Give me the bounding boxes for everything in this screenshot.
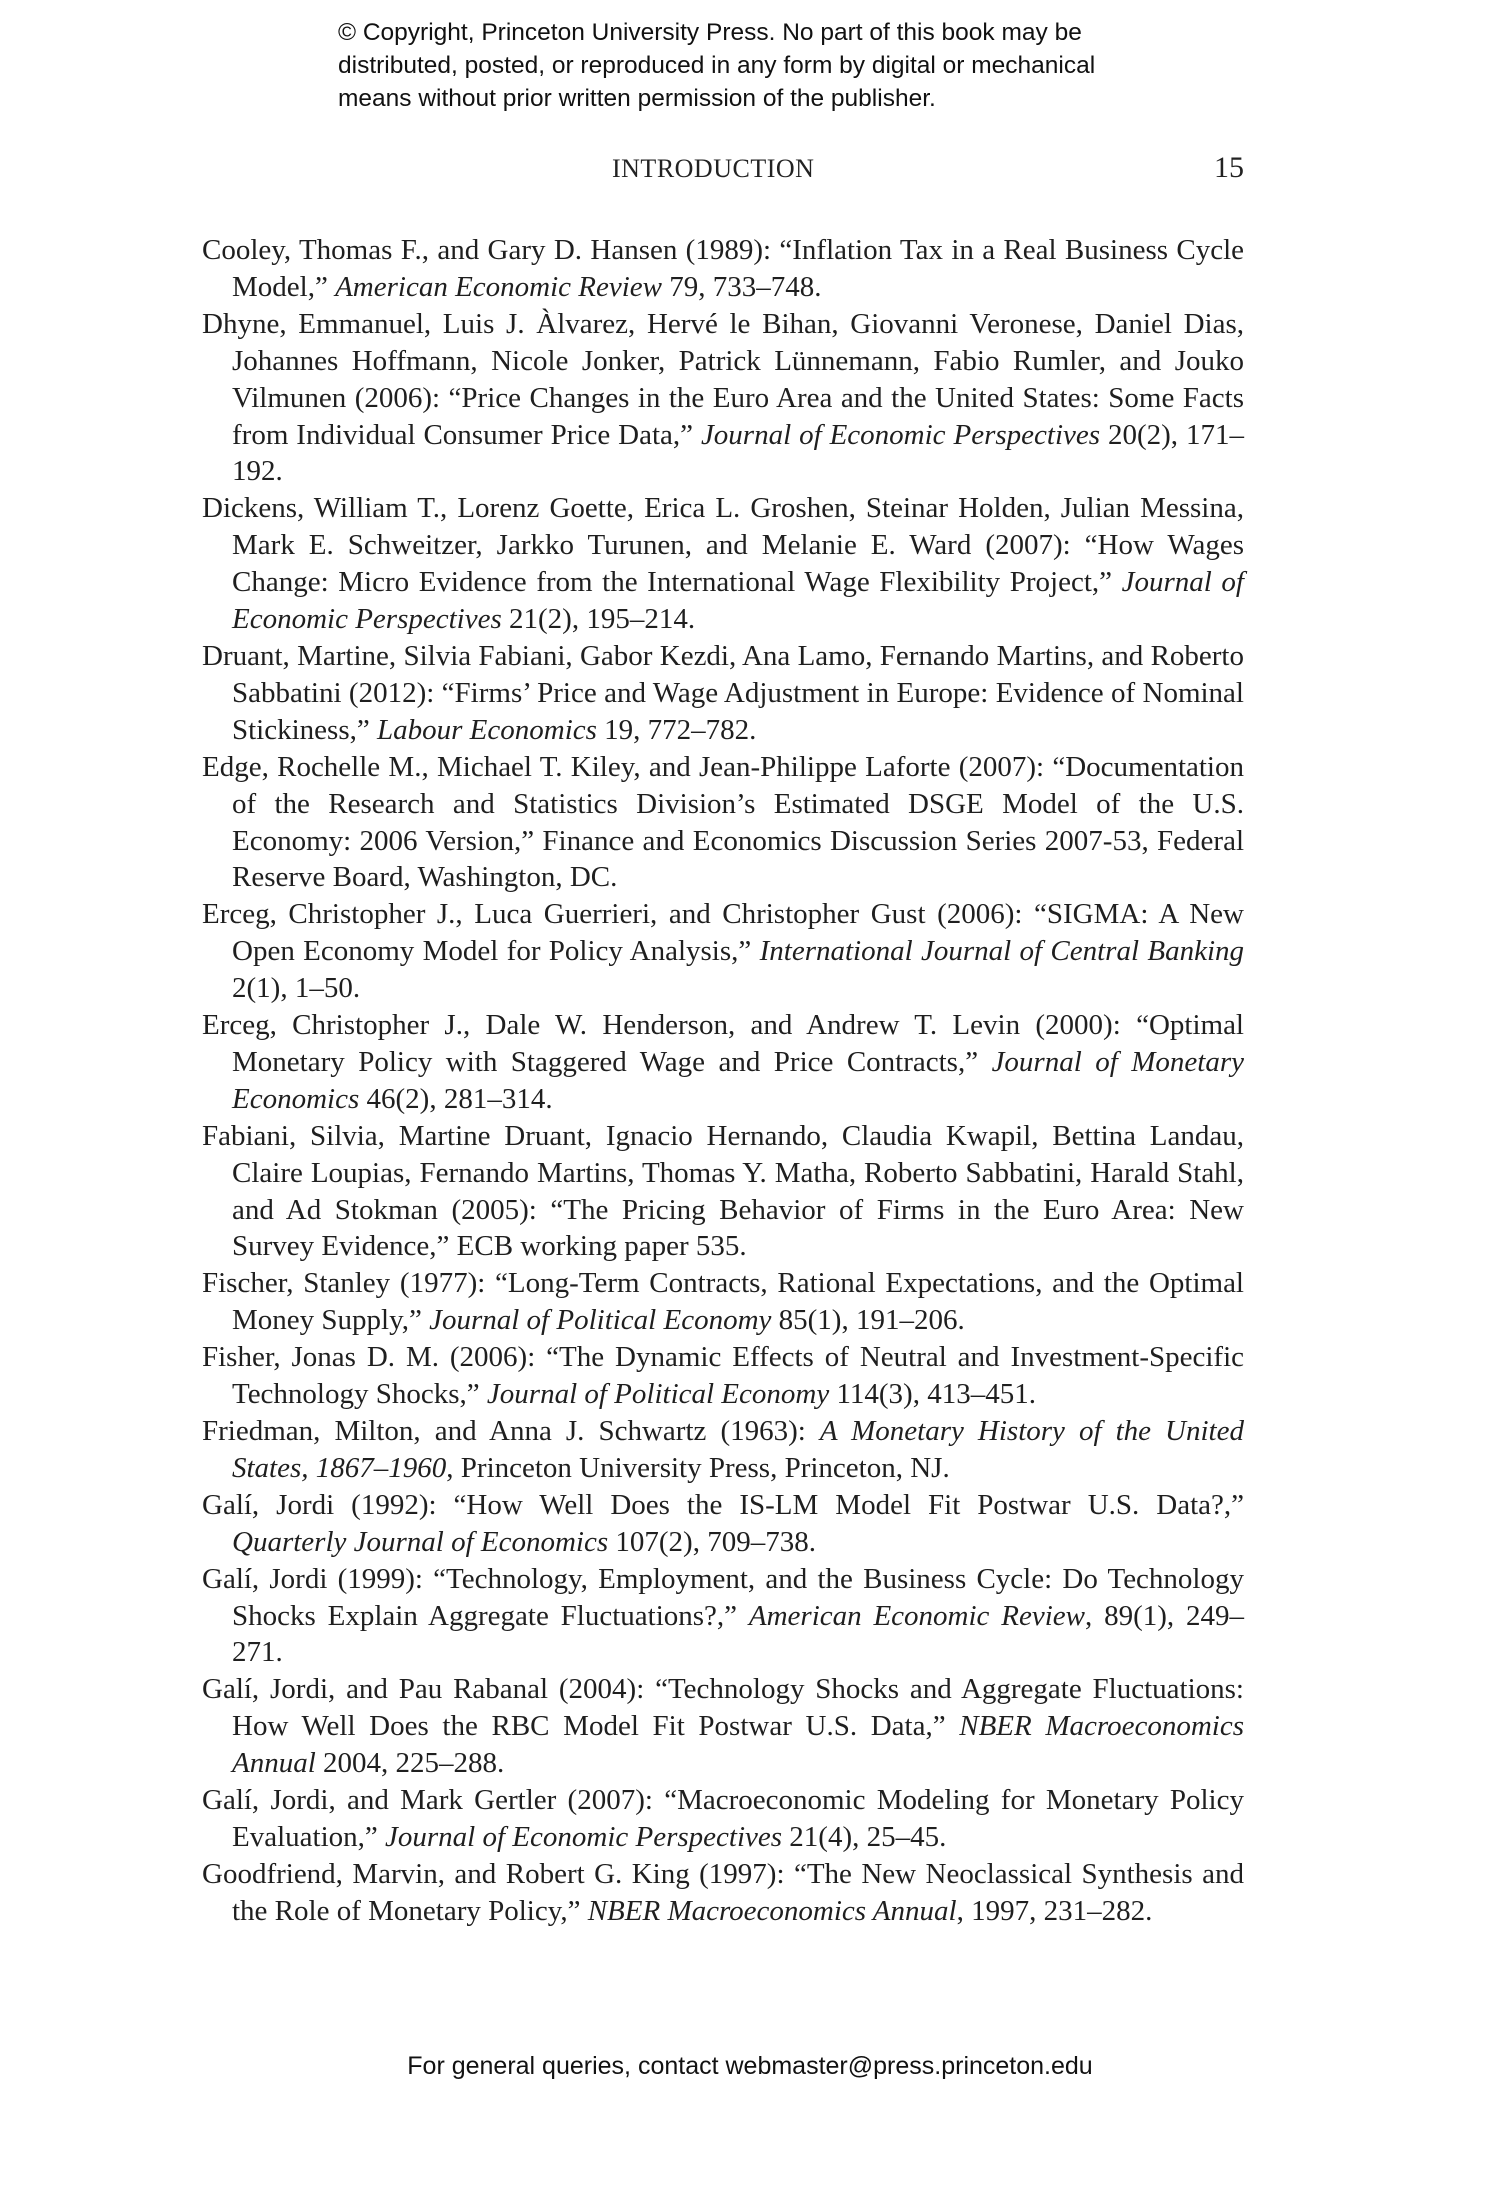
reference-details: , 89(1), 249–271.: [232, 1599, 1244, 1669]
copyright-notice: [338, 16, 1238, 115]
copyright-line: means without prior written permission of the publisher.: [338, 85, 936, 112]
reference-text: Fabiani, Silvia, Martine Druant, Ignacio Hernando, Claudia Kwapil, Bettina Landau, Claire Loupias, Fernando Martins, Thomas Y. Matha, Roberto Sabbatini, Harald Stahl, and Ad Stokman (2005): “The Pricing Behavior of Firms in the Euro Area: New Survey Evidence,” ECB working paper 535.: [202, 1119, 1244, 1263]
reference-details: , 1997, 231–282.: [956, 1894, 1153, 1927]
reference-journal: Journal of Economic Perspectives: [385, 1820, 783, 1853]
reference-entry: [202, 1671, 1244, 1782]
reference-journal: Journal of Political Economy: [486, 1378, 830, 1411]
reference-text: Galí, Jordi, and Pau Rabanal (2004): “Technology Shocks and Aggregate Fluctuations: How Well Does the RBC Model Fit Postwar U.S. Data,”: [202, 1673, 1244, 1743]
reference-entry: [202, 232, 1244, 306]
reference-text: Fisher, Jonas D. M. (2006): “The Dynamic Effects of Neutral and Investment-Specific Technology Shocks,”: [202, 1341, 1244, 1411]
reference-text: Dickens, William T., Lorenz Goette, Erica L. Groshen, Steinar Holden, Julian Messina, Mark E. Schweitzer, Jarkko Turunen, and Melanie E. Ward (2007): “How Wages Change: Micro Evidence from the International Wage Flexibility Project,”: [202, 492, 1244, 599]
reference-entry: [202, 1007, 1244, 1118]
reference-entry: [202, 1118, 1244, 1266]
reference-entry: [202, 1265, 1244, 1339]
reference-details: , Princeton University Press, Princeton, NJ.: [446, 1451, 950, 1484]
reference-text: Erceg, Christopher J., Dale W. Henderson, and Andrew T. Levin (2000): “Optimal Monetary Policy with Staggered Wage and Price Contracts,”: [202, 1009, 1244, 1078]
reference-details: 79, 733–748.: [662, 270, 822, 303]
reference-journal: International Journal of Central Banking: [759, 935, 1244, 968]
footer-contact: For general queries, contact webmaster@press.princeton.edu: [407, 2052, 1093, 2080]
reference-journal: American Economic Review: [335, 270, 663, 303]
reference-details: 20(2), 171–192.: [232, 418, 1244, 488]
reference-details: 114(3), 413–451.: [829, 1378, 1036, 1411]
reference-journal: Journal of Political Economy: [429, 1304, 772, 1337]
reference-entry: [202, 638, 1244, 749]
reference-details: 107(2), 709–738.: [608, 1525, 816, 1558]
reference-journal: NBER Macroeconomics Annual: [232, 1710, 1245, 1780]
reference-details: 46(2), 281–314.: [359, 1082, 553, 1115]
reference-journal: American Economic Review: [748, 1599, 1085, 1632]
reference-entry: [202, 306, 1244, 491]
reference-entry: [202, 1782, 1244, 1856]
reference-text: Cooley, Thomas F., and Gary D. Hansen (1989): “Inflation Tax in a Real Business Cycle Model,”: [202, 234, 1244, 303]
reference-text: Edge, Rochelle M., Michael T. Kiley, and Jean-Philippe Laforte (2007): “Documentation of the Research and Statistics Division’s Estimated DSGE Model of the U.S. Economy: 2006 Version,” Finance and Economics Discussion Series 2007-53, Federal Reserve Board, Washington, DC.: [202, 750, 1244, 894]
reference-text: Fischer, Stanley (1977): “Long-Term Contracts, Rational Expectations, and the Optimal Money Supply,”: [202, 1267, 1244, 1337]
reference-text: Erceg, Christopher J., Luca Guerrieri, and Christopher Gust (2006): “SIGMA: A New Open Economy Model for Policy Analysis,”: [202, 898, 1244, 968]
reference-journal: Journal of Monetary Economics: [232, 1045, 1244, 1115]
reference-details: 2(1), 1–50.: [232, 972, 361, 1005]
reference-details: 85(1), 191–206.: [771, 1304, 965, 1337]
reference-details: 2004, 225–288.: [315, 1747, 505, 1780]
reference-text: Friedman, Milton, and Anna J. Schwartz (1963):: [202, 1415, 820, 1447]
reference-entry: [202, 1339, 1244, 1413]
reference-text: Druant, Martine, Silvia Fabiani, Gabor Kezdi, Ana Lamo, Fernando Martins, and Roberto Sabbatini (2012): “Firms’ Price and Wage Adjustment in Europe: Evidence of Nominal Stickiness,”: [202, 639, 1244, 746]
reference-entry: [202, 1413, 1244, 1487]
running-head: INTRODUCTION: [612, 154, 815, 183]
reference-journal: Journal of Economic Perspectives: [232, 566, 1244, 636]
reference-journal: A Monetary History of the United States, 1867–1960: [232, 1415, 1244, 1484]
reference-details: 21(2), 195–214.: [501, 603, 696, 636]
reference-entry: [202, 1856, 1244, 1930]
reference-journal: Quarterly Journal of Economics: [232, 1525, 609, 1558]
reference-text: Galí, Jordi (1992): “How Well Does the IS-LM Model Fit Postwar U.S. Data?,”: [202, 1488, 1244, 1521]
reference-journal: Journal of Economic Perspectives: [700, 418, 1101, 451]
reference-journal: Labour Economics: [377, 713, 597, 746]
reference-list: [202, 232, 1244, 1930]
reference-text: Dhyne, Emmanuel, Luis J. Àlvarez, Hervé le Bihan, Giovanni Veronese, Daniel Dias, Johannes Hoffmann, Nicole Jonker, Patrick Lünnemann, Fabio Rumler, and Jouko Vilmunen (2006): “Price Changes in the Euro Area and the United States: Some Facts from Individual Consumer Price Data,”: [202, 307, 1244, 451]
copyright-line: © Copyright, Princeton University Press. No part of this book may be: [338, 19, 1082, 46]
reference-entry: [202, 1561, 1244, 1672]
reference-text: Galí, Jordi, and Mark Gertler (2007): “Macroeconomic Modeling for Monetary Policy Evaluation,”: [202, 1784, 1244, 1853]
reference-text: Goodfriend, Marvin, and Robert G. King (1997): “The New Neoclassical Synthesis and the Role of Monetary Policy,”: [202, 1857, 1244, 1927]
page-number: 15: [1214, 151, 1244, 184]
reference-entry: [202, 896, 1244, 1007]
reference-entry: [202, 1487, 1244, 1561]
reference-details: 21(4), 25–45.: [782, 1820, 947, 1853]
reference-entry: [202, 749, 1244, 897]
copyright-line: distributed, posted, or reproduced in any form by digital or mechanical: [338, 52, 1096, 79]
reference-journal: NBER Macroeconomics Annual: [587, 1894, 957, 1927]
reference-details: 19, 772–782.: [596, 713, 757, 746]
reference-text: Galí, Jordi (1999): “Technology, Employment, and the Business Cycle: Do Technology Shocks Explain Aggregate Fluctuations?,”: [202, 1562, 1244, 1632]
reference-entry: [202, 490, 1244, 638]
